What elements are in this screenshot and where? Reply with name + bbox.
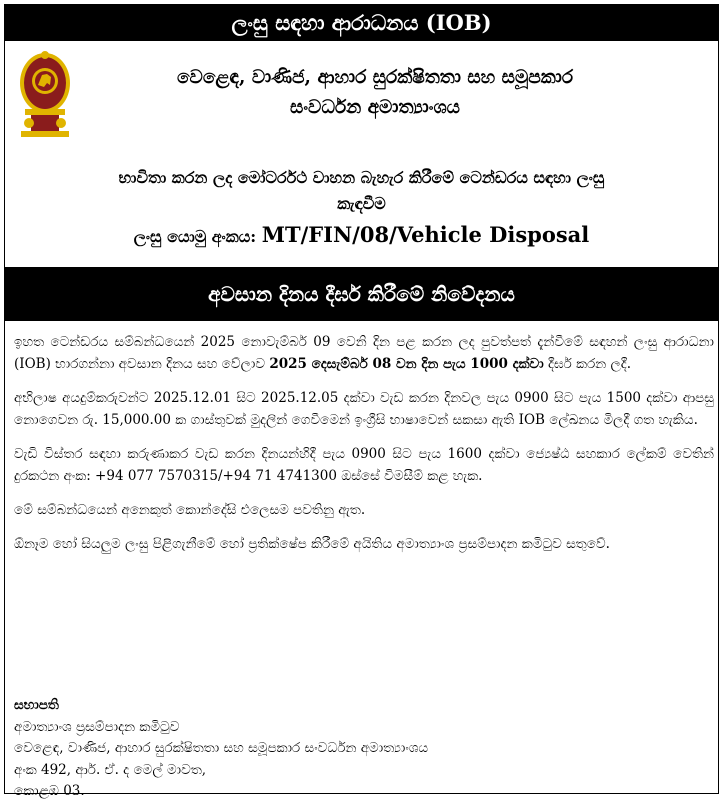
reference-label: ලංසු යොමු අංකය: [133, 227, 262, 246]
sri-lanka-emblem-icon [17, 47, 73, 139]
notice-frame [4, 4, 719, 799]
paragraph-2: අභිලාෂ අයදුම්කරුවන්ට 2025.12.01 සිට 2025.12.05 දක්වා වැඩ කරන දිනවල පැය 0900 සිට පැය 1500 දක්වා ආපසු නොගෙවන රු. 15,000.00 ක ගාස්තුවක් මුදලින් ගෙවීමෙන් ඉංග්‍රීසි භාෂාවෙන් සකසා ඇති IOB ලේඛනය මිලදී ගත හැකිය. [14, 390, 714, 428]
paragraph-1-text: ඉහත ටෙන්ඩරය සම්බන්ධයෙන් 2025 නොවැම්බර් 09 වෙනි දින පළ කරන ලද පුවත්පත් දැන්වීමේ සඳහන් ලංසු ආරාධනා (IOB) භාරගන්නා අවසාන දිනය සහ වේලාව [14, 334, 714, 372]
reference-code: MT/FIN/08/Vehicle Disposal [261, 222, 590, 247]
paragraph-5: ඕනෑම හෝ සියලුම ලංසු පිළිගැනීමේ හෝ ප්‍රතික්ෂේප කිරීමේ අයිතිය අමාත්‍යාංශ ප්‍රසම්පාදන කමිටුව සතුවේ. [14, 536, 610, 552]
paragraph-3: වැඩි විස්තර සඳහා කරුණාකර වැඩ කරන දිනයන්හිදී පැය 0900 සිට පැය 1600 දක්වා ජ්‍යෙෂ්ඨ සහකාර ලේකම් වෙතින් දුරකථන අංක: +94 077 7570315/+94 71 4741300 ඔස්සේ විමසීම් කළ හැක. [14, 446, 714, 484]
subject-line-1: භාවිතා කරන ලද මෝටර්රථ වාහන බැහැර කිරීමේ ටෙන්ඩරය සඳහා ලංසු [118, 168, 605, 187]
signature-ministry: වෙළෙඳ, වාණිජ, ආහාර සුරක්ෂිතතා සහ සමූපකාර සංවර්ධන අමාත්‍යාංශය [14, 740, 429, 756]
paragraph-1 [14, 331, 714, 375]
ministry-name [95, 63, 655, 123]
ministry-line-1: වෙළෙඳ, වාණිජ, ආහාර සුරක්ෂිතතා සහ සමූපකාර [176, 67, 574, 88]
notice-title: අවසාන දිනය දීර්ඝ කිරීමේ නිවේදනය [5, 267, 718, 321]
subject-line-2: කැඳවීම [337, 194, 386, 213]
signature-block [14, 695, 714, 803]
signature-committee: අමාත්‍යාංශ ප්‍රසම්පාදන කමිටුව [14, 718, 180, 735]
signature-address-1: අංක 492, ආර්. ඒ. ද මෙල් මාවත, [14, 761, 207, 778]
paragraph-1-end: දීර්ඝ කරන ලදී. [543, 356, 632, 372]
paragraph-1-deadline: 2025 දෙසැම්බර් 08 වන දින පැය 1000 දක්වා [269, 356, 544, 372]
signature-title: සභාපති [14, 697, 59, 713]
signature-address-2: කොළඹ 03. [14, 783, 85, 799]
header-title: ලංසු සඳහා ආරාධනය (IOB) [5, 5, 718, 41]
notice-body [14, 331, 714, 567]
tender-subject [25, 165, 698, 217]
reference-number [25, 222, 698, 250]
paragraph-4: මේ සම්බන්ධයෙන් අනෙකුත් කොන්දේසි එලෙසම පවතිනු ඇත. [14, 502, 366, 518]
ministry-line-2: සංවර්ධන අමාත්‍යාංශය [290, 97, 460, 118]
